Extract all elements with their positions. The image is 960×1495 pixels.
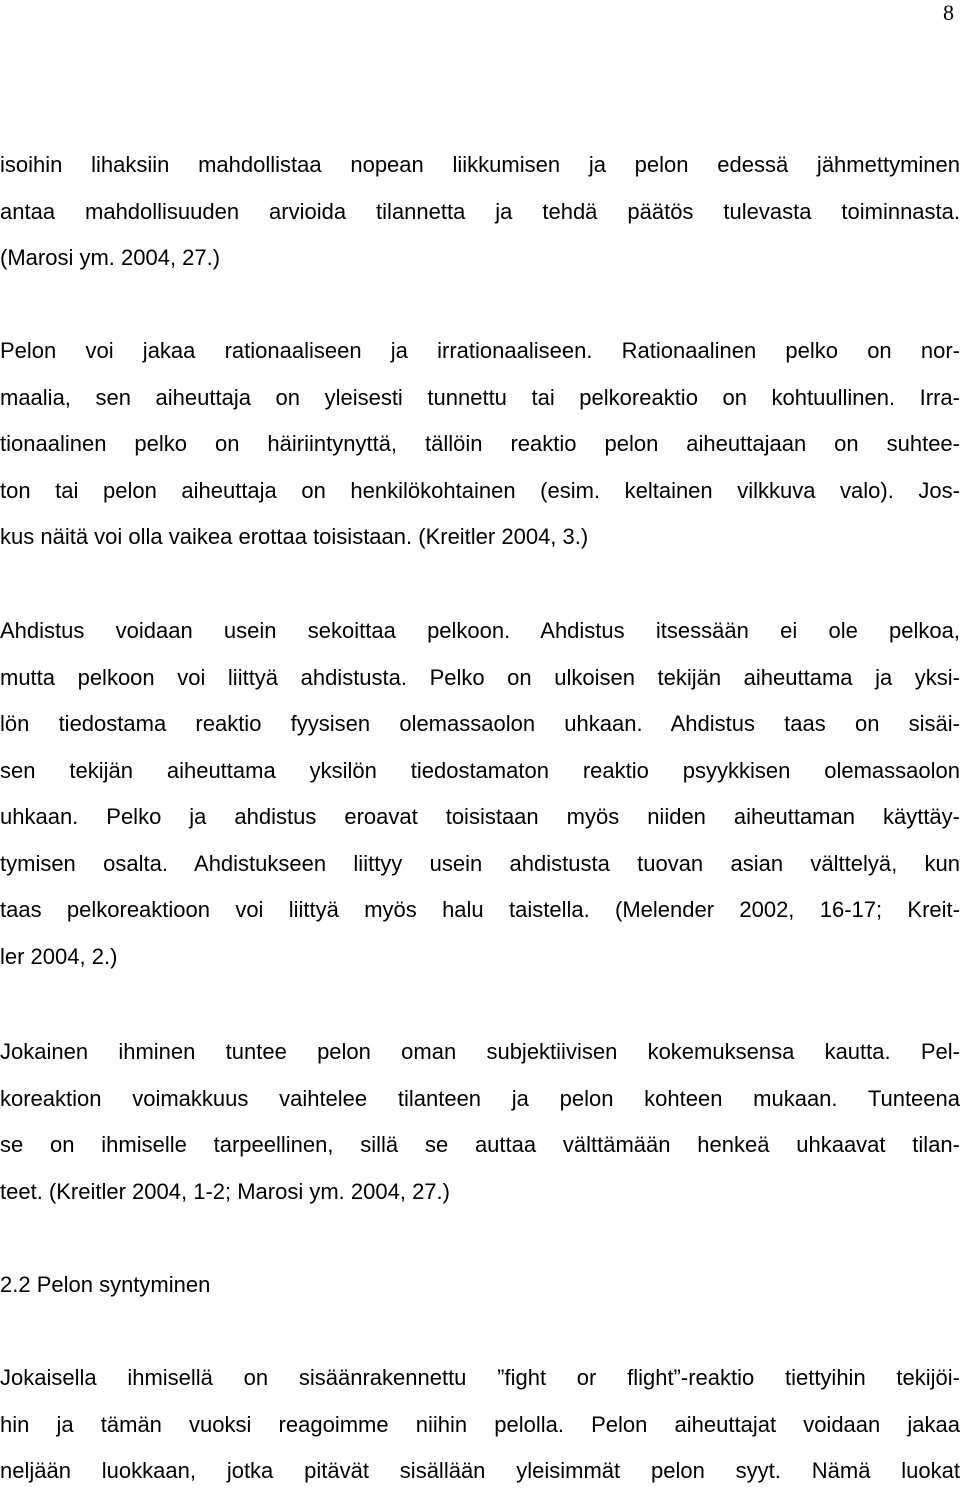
text-line: se on ihmiselle tarpeellinen, sillä se auttaa välttämään henkeä uhkaavat tilan-	[0, 1132, 960, 1157]
text-line: teet. (Kreitler 2004, 1-2; Marosi ym. 2004, 27.)	[0, 1178, 450, 1204]
text-line: Jokaisella ihmisellä on sisäänrakennettu ”fight or flight”-reaktio tiettyihin tekijöi-	[0, 1365, 960, 1390]
text-line: ton tai pelon aiheuttaja on henkilökohtainen (esim. keltainen vilkkuva valo). Jos-	[0, 477, 960, 503]
text-line: lön tiedostama reaktio fyysisen olemassaolon uhkaan. Ahdistus taas on sisäi-	[0, 711, 960, 736]
text-line: tionaalinen pelko on häiriintynyttä, tällöin reaktio pelon aiheuttajaan on suhtee-	[0, 431, 960, 456]
text-line: hin ja tämän vuoksi reagoimme niihin pelolla. Pelon aiheuttajat voidaan jakaa	[0, 1411, 960, 1437]
text-line: antaa mahdollisuuden arvioida tilannetta ja tehdä päätös tulevasta toiminnasta.	[0, 198, 960, 224]
paragraph-3	[0, 608, 960, 980]
text-line: kus näitä voi olla vaikea erottaa toisistaan. (Kreitler 2004, 3.)	[0, 524, 589, 549]
paragraph-5	[0, 1355, 960, 1495]
paragraph-2	[0, 328, 960, 561]
text-line: (Marosi ym. 2004, 27.)	[0, 245, 221, 270]
text-line: mutta pelkoon voi liittyä ahdistusta. Pelko on ulkoisen tekijän aiheuttama ja yksi-	[0, 664, 960, 690]
paragraph-1	[0, 142, 960, 282]
text-line: ler 2004, 2.)	[0, 943, 118, 969]
text-line: sen tekijän aiheuttama yksilön tiedostamaton reaktio psyykkisen olemassaolon	[0, 757, 960, 783]
text-line: Ahdistus voidaan usein sekoittaa pelkoon. Ahdistus itsessään ei ole pelkoa,	[0, 618, 960, 643]
paragraph-4	[0, 1029, 960, 1215]
text-line: isoihin lihaksiin mahdollistaa nopean liikkumisen ja pelon edessä jähmettyminen	[0, 152, 960, 177]
text-line: neljään luokkaan, jotka pitävät sisällään yleisimmät pelon syyt. Nämä luokat	[0, 1458, 960, 1483]
text-line: tymisen osalta. Ahdistukseen liittyy usein ahdistusta tuovan asian välttelyä, kun	[0, 850, 960, 876]
text-line: taas pelkoreaktioon voi liittyä myös halu taistella. (Melender 2002, 16-17; Kreit-	[0, 897, 960, 922]
text-line: uhkaan. Pelko ja ahdistus eroavat toisistaan myös niiden aiheuttaman käyttäy-	[0, 804, 960, 829]
page-number: 8	[943, 0, 954, 25]
text-line: Jokainen ihminen tuntee pelon oman subjektiivisen kokemuksensa kautta. Pel-	[0, 1039, 960, 1064]
text-line: Pelon voi jakaa rationaaliseen ja irrationaaliseen. Rationaalinen pelko on nor-	[0, 338, 960, 363]
text-line: koreaktion voimakkuus vaihtelee tilanteen ja pelon kohteen mukaan. Tunteena	[0, 1085, 960, 1111]
section-heading: 2.2 Pelon syntyminen	[0, 1272, 211, 1297]
text-line: maalia, sen aiheuttaja on yleisesti tunnettu tai pelkoreaktio on kohtuullinen. Irra-	[0, 384, 960, 410]
